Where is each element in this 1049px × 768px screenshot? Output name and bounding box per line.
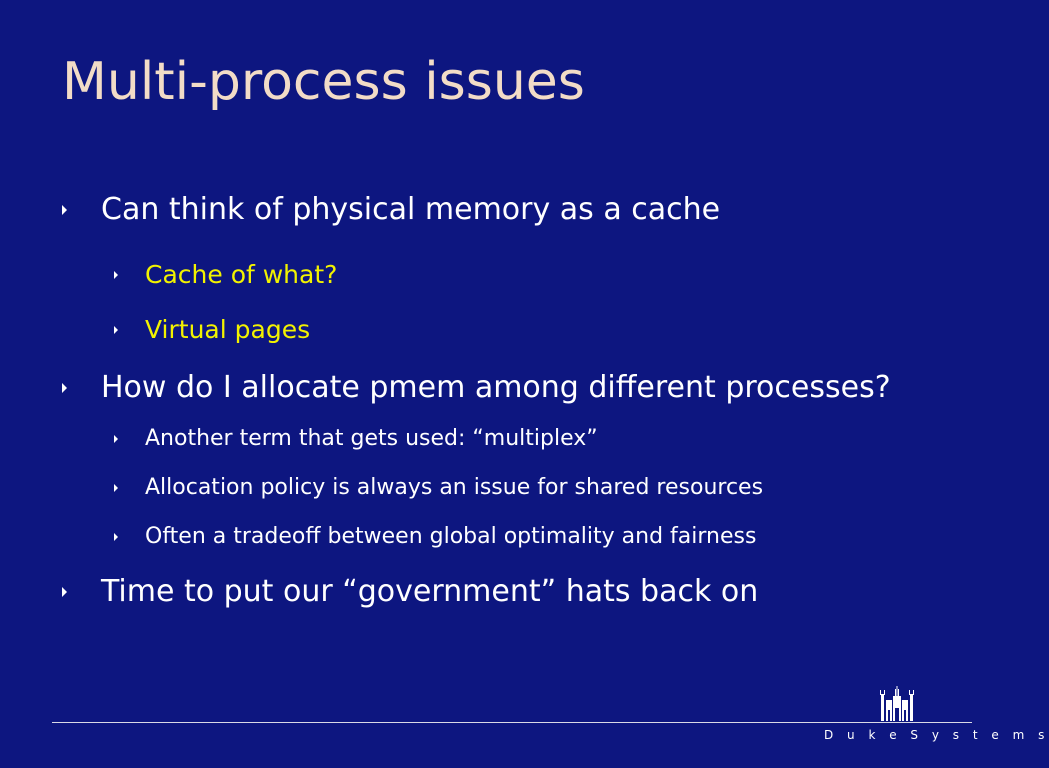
bullet-text: Allocation policy is always an issue for shared resources — [145, 475, 764, 500]
bullet-level2 — [114, 475, 763, 500]
bullet-arrow-icon — [114, 484, 118, 492]
bullet-text: Can think of physical memory as a cache — [101, 192, 721, 227]
bullet-text: Often a tradeoff between global optimality and fairness — [145, 524, 757, 549]
bullet-arrow-icon — [114, 533, 118, 541]
bullet-text: Cache of what? — [145, 260, 338, 289]
bullet-level2 — [114, 260, 337, 289]
bullet-level2 — [114, 315, 310, 344]
footer-divider — [52, 722, 972, 723]
slide-title: Multi-process issues — [62, 52, 585, 112]
bullet-level2 — [114, 524, 756, 549]
bullet-level1 — [62, 574, 758, 609]
bullet-text: How do I allocate pmem among different processes? — [101, 370, 891, 405]
footer-brand: D u k e S y s t e m s — [824, 728, 1049, 742]
bullet-arrow-icon — [114, 271, 118, 279]
bullet-arrow-icon — [62, 383, 67, 393]
bullet-level1 — [62, 370, 891, 405]
bullet-text: Another term that gets used: “multiplex” — [145, 426, 598, 451]
bullet-level2 — [114, 426, 598, 451]
bullet-arrow-icon — [114, 326, 118, 334]
bullet-arrow-icon — [62, 205, 67, 215]
bullet-arrow-icon — [62, 587, 67, 597]
bullet-text: Virtual pages — [145, 315, 311, 344]
duke-chapel-icon — [879, 686, 915, 721]
bullet-arrow-icon — [114, 435, 118, 443]
bullet-text: Time to put our “government” hats back on — [101, 574, 759, 609]
bullet-level1 — [62, 192, 720, 227]
